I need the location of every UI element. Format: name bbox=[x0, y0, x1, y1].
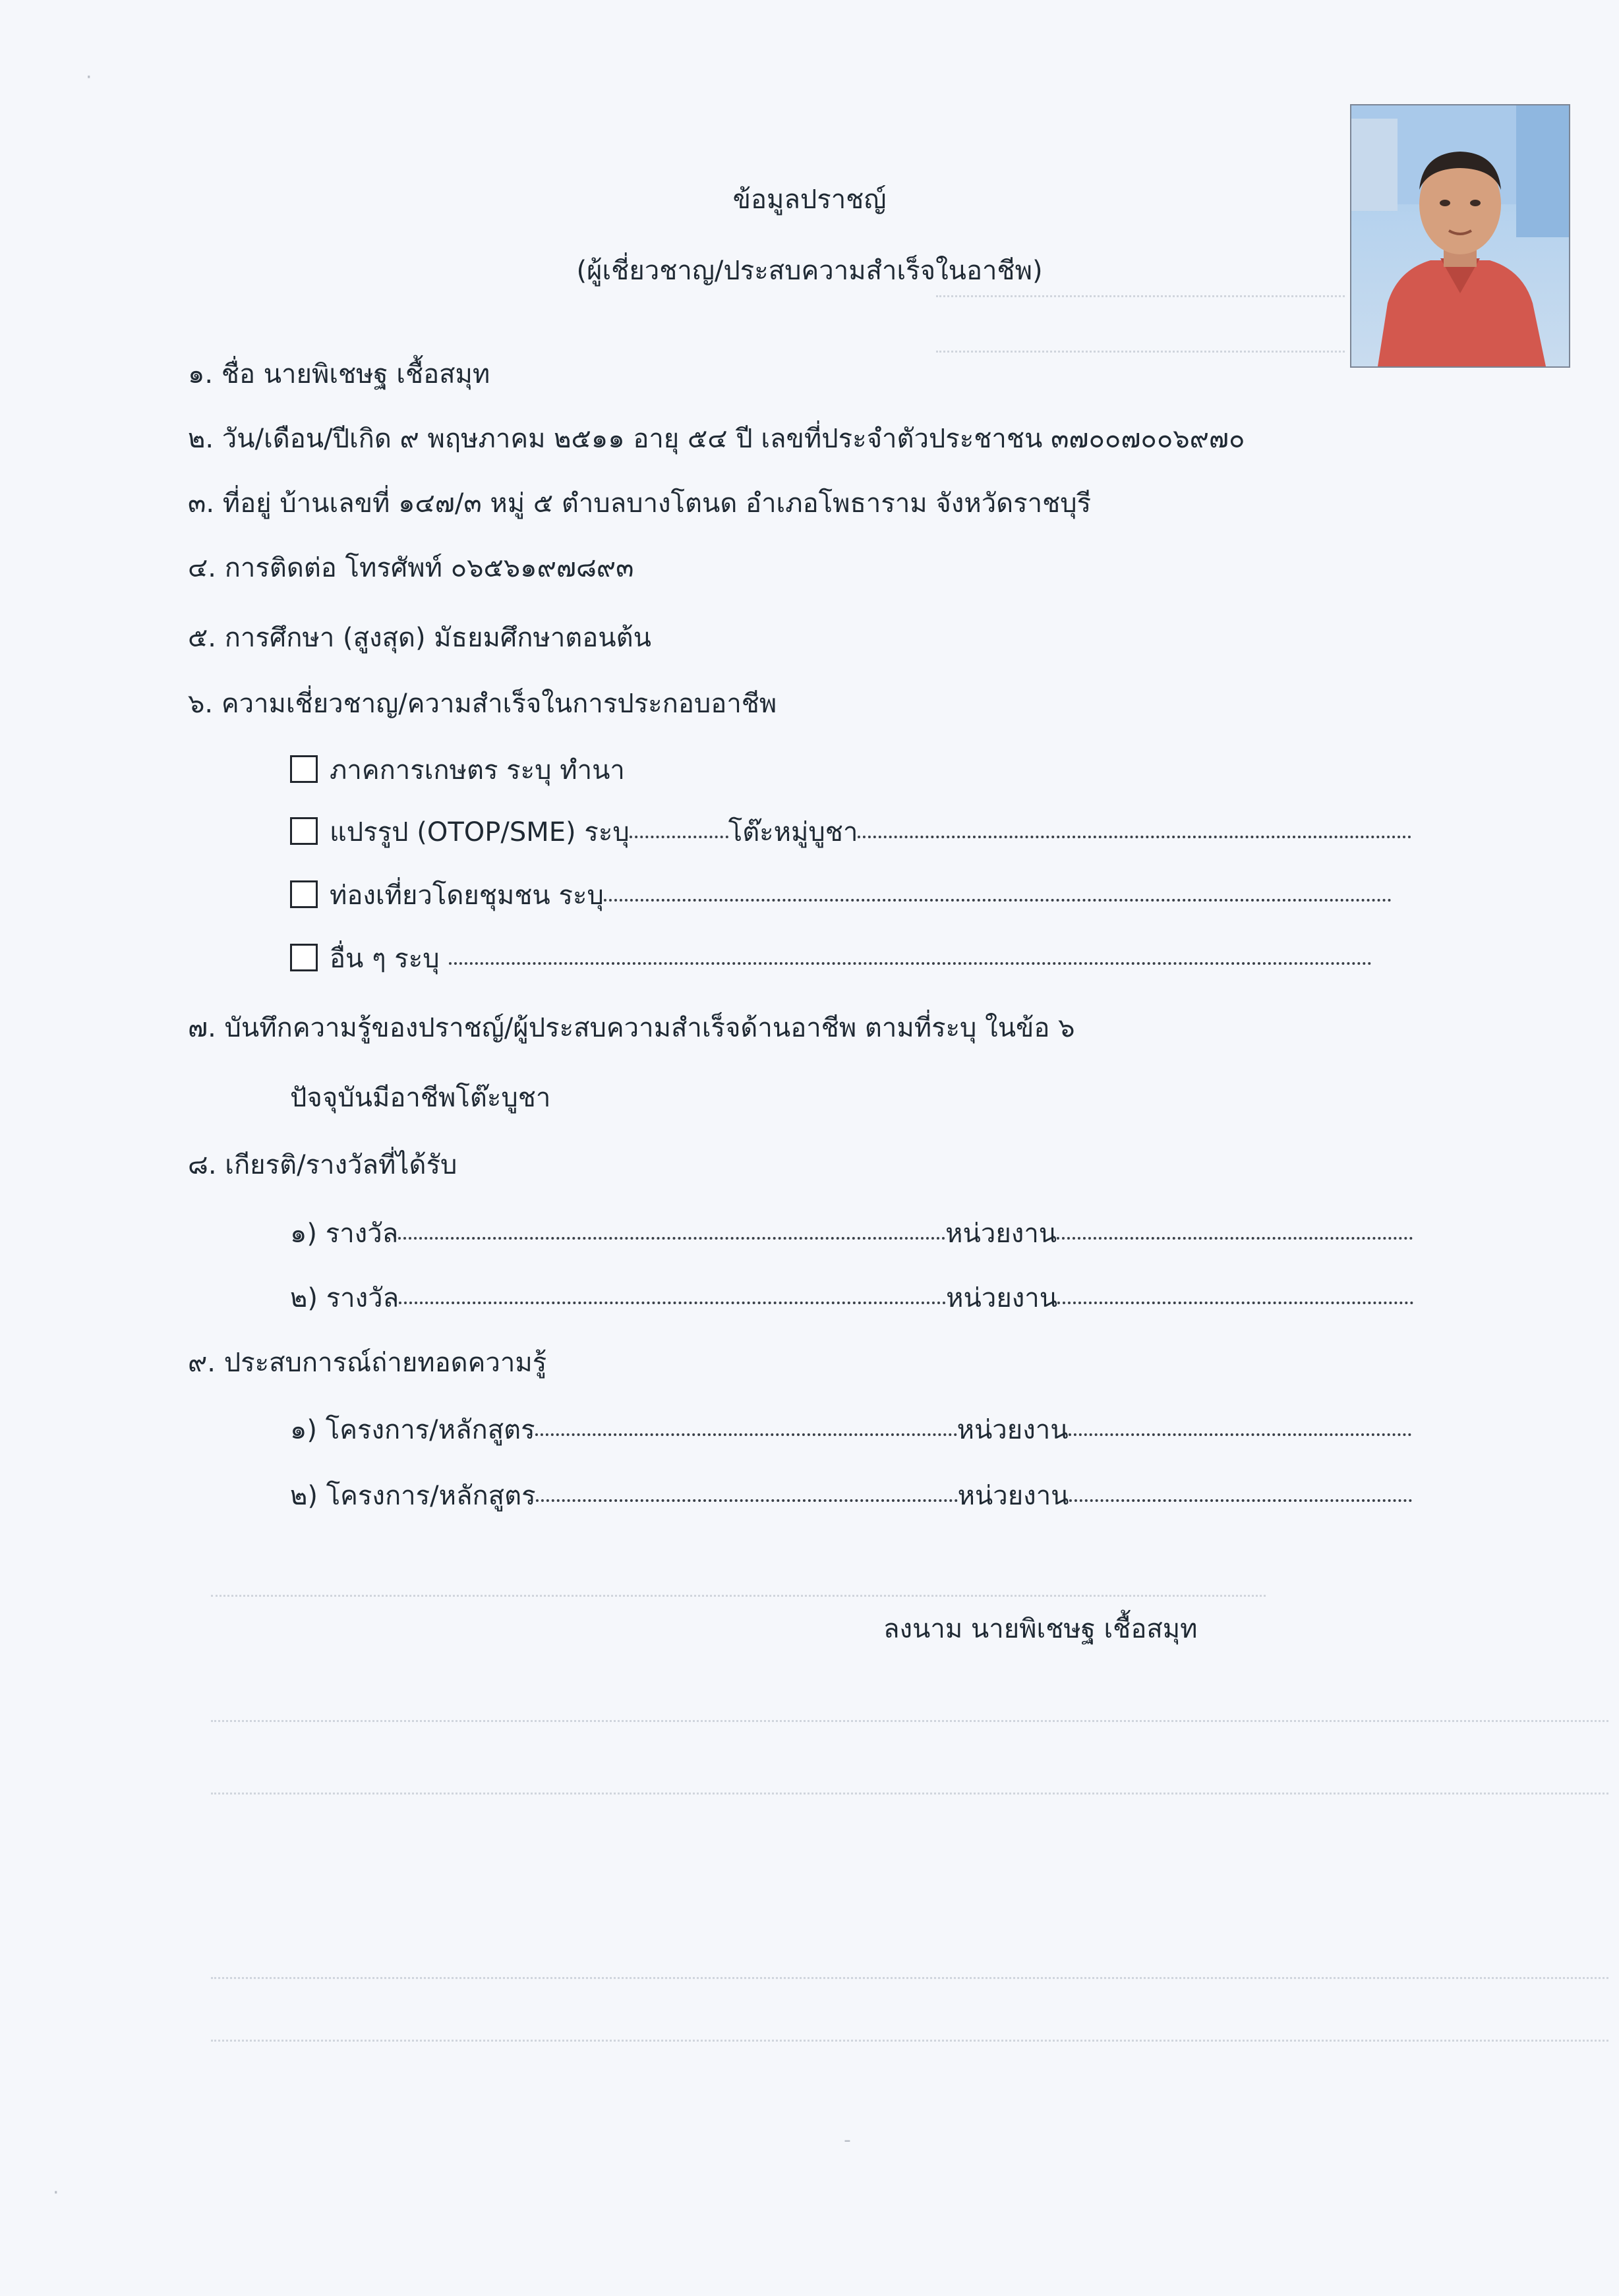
award-agency-label: หน่วยงาน bbox=[945, 1219, 1057, 1249]
transfer-agency-label: หน่วยงาน bbox=[957, 1481, 1069, 1511]
tourism-checkbox[interactable] bbox=[290, 880, 318, 908]
scan-speck: · bbox=[86, 66, 92, 89]
dotted-leader bbox=[449, 961, 1372, 965]
field-address: ๓. ที่อยู่ บ้านเลขที่ ๑๔๗/๓ หมู่ ๕ ตำบลบางโตนด อำเภอโพธาราม จังหวัดราชบุรี bbox=[188, 488, 1092, 519]
knowledge-heading: ๗. บันทึกความรู้ของปราชญ์/ผู้ประสบความสำเร็จด้านอาชีพ ตามที่ระบุ ในข้อ ๖ bbox=[188, 1013, 1075, 1043]
field-education: ๕. การศึกษา (สูงสุด) มัธยมศึกษาตอนต้น bbox=[188, 623, 651, 653]
transfer-row bbox=[290, 1416, 1411, 1445]
transfer-label: ๒) โครงการ/หลักสูตร bbox=[290, 1481, 536, 1511]
expertise-option-other bbox=[290, 944, 1372, 973]
award-label: ๒) รางวัล bbox=[290, 1283, 399, 1313]
other-label: อื่น ๆ ระบุ bbox=[330, 944, 440, 974]
processing-value: โต๊ะหมู่บูชา bbox=[728, 817, 858, 847]
bleed-through-line bbox=[211, 1793, 1608, 1794]
bleed-through-line bbox=[211, 2040, 1608, 2042]
knowledge-value: ปัจจุบันมีอาชีพโต๊ะบูชา bbox=[290, 1083, 551, 1113]
scan-speck: - bbox=[844, 2129, 851, 2152]
other-checkbox[interactable] bbox=[290, 944, 318, 971]
dotted-leader bbox=[399, 1301, 946, 1304]
field-expertise-heading: ๖. ความเชี่ยวชาญ/ความสำเร็จในการประกอบอาชีพ bbox=[188, 689, 777, 719]
field-name: ๑. ชื่อ นายพิเชษฐ เชื้อสมุท bbox=[188, 359, 490, 389]
award-row bbox=[290, 1219, 1413, 1248]
form-title: ข้อมูลปราชญ์ bbox=[732, 185, 887, 215]
expertise-option-tourism bbox=[290, 880, 1392, 910]
transfer-agency-label: หน่วยงาน bbox=[957, 1415, 1069, 1445]
award-label: ๑) รางวัล bbox=[290, 1219, 399, 1249]
bleed-through-line bbox=[211, 1720, 1608, 1722]
portrait-illustration bbox=[1351, 105, 1569, 366]
tourism-label: ท่องเที่ยวโดยชุมชน ระบุ bbox=[330, 880, 604, 911]
dotted-leader bbox=[604, 898, 1392, 902]
transfer-row bbox=[290, 1481, 1412, 1510]
processing-label: แปรรูป (OTOP/SME) ระบุ bbox=[330, 817, 630, 847]
awards-heading: ๘. เกียรติ/รางวัลที่ได้รับ bbox=[188, 1150, 457, 1180]
bleed-through-line bbox=[936, 351, 1345, 353]
form-subtitle: (ผู้เชี่ยวชาญ/ประสบความสำเร็จในอาชีพ) bbox=[576, 256, 1043, 286]
dotted-leader bbox=[1057, 1236, 1413, 1240]
processing-checkbox[interactable] bbox=[290, 817, 318, 845]
portrait-photo bbox=[1350, 104, 1570, 368]
expertise-option-processing bbox=[290, 817, 1411, 847]
dotted-leader bbox=[630, 835, 728, 838]
field-birth-id: ๒. วัน/เดือน/ปีเกิด ๙ พฤษภาคม ๒๕๑๑ อายุ ๕๔ ปี เลขที่ประจำตัวประชาชน ๓๗๐๐๗๐๐๖๙๗๐ bbox=[188, 424, 1245, 454]
dotted-leader bbox=[536, 1499, 958, 1502]
award-agency-label: หน่วยงาน bbox=[946, 1283, 1058, 1313]
bleed-through-line bbox=[211, 1977, 1608, 1979]
award-row bbox=[290, 1284, 1413, 1313]
bleed-through-line bbox=[936, 295, 1345, 297]
dotted-leader bbox=[858, 835, 1411, 838]
bleed-through-line bbox=[211, 1595, 1266, 1597]
scan-speck: · bbox=[53, 2181, 59, 2204]
agriculture-label: ภาคการเกษตร ระบุ ทำนา bbox=[330, 755, 625, 786]
dotted-leader bbox=[1069, 1433, 1411, 1436]
dotted-leader bbox=[398, 1236, 945, 1240]
dotted-leader bbox=[1069, 1499, 1412, 1502]
transfer-heading: ๙. ประสบการณ์ถ่ายทอดความรู้ bbox=[188, 1348, 547, 1378]
agriculture-checkbox[interactable] bbox=[290, 755, 318, 783]
dotted-leader bbox=[535, 1433, 957, 1436]
dotted-leader bbox=[1057, 1301, 1413, 1304]
signature-line: ลงนาม นายพิเชษฐ เชื้อสมุท bbox=[883, 1614, 1198, 1644]
field-contact: ๔. การติดต่อ โทรศัพท์ ๐๖๕๖๑๙๗๘๙๓ bbox=[188, 553, 634, 583]
expertise-option-agriculture bbox=[290, 755, 625, 785]
transfer-label: ๑) โครงการ/หลักสูตร bbox=[290, 1415, 535, 1445]
